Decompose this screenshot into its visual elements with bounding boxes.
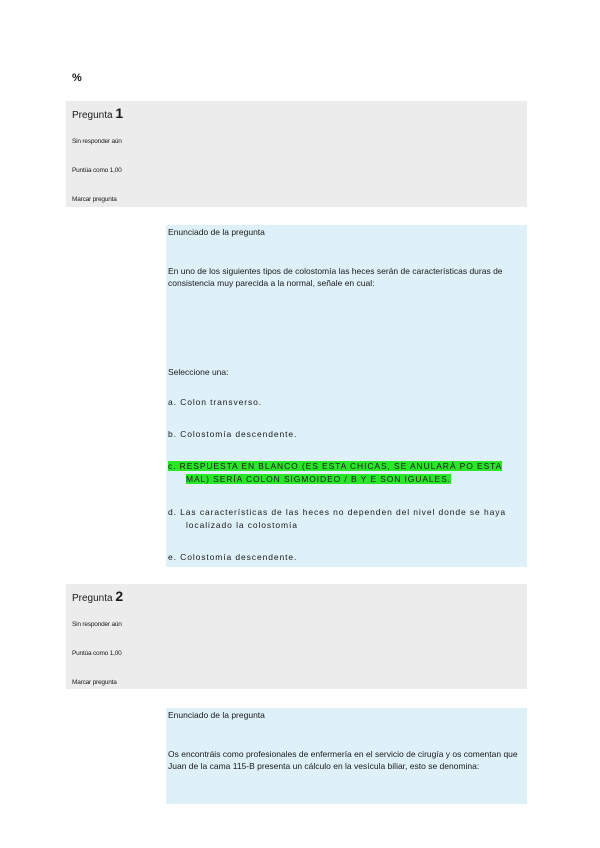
statement-label: Enunciado de la pregunta — [168, 227, 265, 237]
question-number: 2 — [115, 588, 124, 604]
question-points: Puntúa como 1,00 — [72, 650, 122, 657]
option-text: e. Colostomía descendente. — [168, 552, 298, 562]
option-d[interactable] — [168, 506, 518, 532]
option-text: b. Colostomía descendente. — [168, 429, 298, 439]
question-1-info — [66, 101, 527, 207]
option-b[interactable] — [168, 428, 518, 441]
option-c[interactable] — [168, 460, 518, 486]
question-text: En uno de los siguientes tipos de colostomía las heces serán de características duras de consistencia muy parecida a la normal, señale en cual: — [168, 266, 503, 288]
option-a[interactable] — [168, 396, 518, 409]
statement-label: Enunciado de la pregunta — [168, 710, 265, 720]
question-1-title — [72, 105, 123, 121]
question-text: Os encontráis como profesionales de enfermería en el servicio de cirugía y os comentan que Juan de la cama 115-B presenta un cálculo en la vesícula biliar, esto se denomina: — [168, 749, 518, 771]
question-label: Pregunta — [72, 110, 113, 121]
option-e[interactable] — [168, 551, 518, 564]
question-1-content — [166, 225, 527, 567]
question-label: Pregunta — [72, 593, 113, 604]
question-status: Sin responder aún — [72, 621, 122, 628]
question-points: Puntúa como 1,00 — [72, 167, 122, 174]
flag-question-link[interactable]: Marcar pregunta — [72, 196, 117, 203]
option-text-highlighted: c. RESPUESTA EN BLANCO (ES ESTA CHICAS, SE ANULARÁ PO ESTA — [168, 461, 503, 471]
question-status: Sin responder aún — [72, 138, 122, 145]
question-number: 1 — [115, 105, 124, 121]
select-prompt: Seleccione una: — [168, 367, 229, 377]
option-text: a. Colon transverso. — [168, 397, 263, 407]
percent-label: % — [72, 72, 82, 84]
option-text-continued: localizado la colostomía — [186, 520, 298, 530]
question-2-content — [166, 708, 527, 804]
flag-question-link[interactable]: Marcar pregunta — [72, 679, 117, 686]
question-2-info — [66, 584, 527, 689]
option-text: d. Las características de las heces no dependen del nivel donde se haya — [168, 507, 506, 517]
option-text-highlighted-continued: MAL) SERÍA COLON SIGMOIDEO / B Y E SON IGUALES. — [186, 474, 451, 484]
question-2-title — [72, 588, 123, 604]
